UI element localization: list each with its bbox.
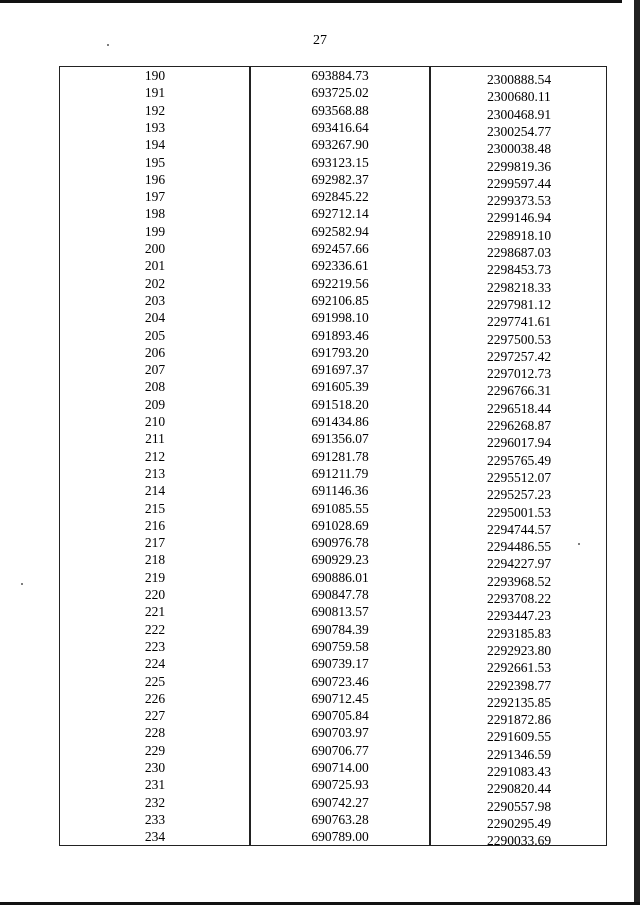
table-row [60,690,606,710]
table-row [60,500,606,520]
y-coordinate-cell: 2296766.31 [486,383,552,399]
table-row [60,205,606,226]
table-row [60,673,606,693]
scan-speck [21,583,23,585]
point-number-cell: 218 [144,552,166,568]
y-coordinate-cell: 2296017.94 [486,435,552,451]
x-coordinate-cell: 690705.84 [311,708,369,724]
table-row [60,742,606,762]
table-row [60,603,606,624]
table-row [60,811,606,831]
point-number-cell: 199 [144,223,166,239]
point-number-cell: 198 [144,206,166,222]
y-coordinate-cell: 2294744.57 [486,521,552,537]
point-number-cell: 234 [144,829,166,845]
x-coordinate-cell: 692457.66 [311,241,369,256]
x-coordinate-cell: 690789.00 [311,829,369,845]
x-coordinate-cell: 692582.94 [311,223,369,239]
table-row [60,223,606,243]
scan-edge-top [0,0,622,3]
y-coordinate-cell: 2300468.91 [486,106,552,122]
point-number-cell: 194 [144,137,166,153]
point-number-cell: 231 [144,777,166,793]
y-coordinate-cell: 2299373.53 [486,193,552,209]
y-coordinate-cell: 2299146.94 [486,210,552,226]
point-number-cell: 207 [144,362,166,378]
table-row [60,102,606,122]
point-number-cell: 196 [144,171,166,187]
y-coordinate-cell: 2298453.73 [486,262,552,278]
point-number-cell: 202 [144,275,166,291]
table-row [60,188,606,209]
y-coordinate-cell: 2299597.44 [486,175,552,191]
point-number-cell: 220 [144,587,166,602]
point-number-cell: 228 [144,725,166,741]
point-number-cell: 206 [144,344,166,360]
x-coordinate-cell: 692219.56 [311,275,369,291]
table-row [60,448,606,468]
table-row [60,292,606,312]
point-number-cell: 191 [144,85,166,101]
table-row [60,378,606,399]
point-number-cell: 217 [144,535,166,551]
x-coordinate-cell: 690976.78 [311,535,369,551]
table-row [60,759,606,779]
point-number-cell: 226 [144,690,166,706]
x-coordinate-cell: 690759.58 [311,638,369,654]
x-coordinate-cell: 693267.90 [311,137,369,153]
x-coordinate-cell: 691085.55 [311,500,369,516]
table-row [60,327,606,347]
x-coordinate-cell: 692336.61 [311,258,369,274]
point-number-cell: 214 [144,483,166,499]
table-row [60,257,606,278]
x-coordinate-cell: 690886.01 [311,569,369,585]
x-coordinate-cell: 690714.00 [311,760,369,775]
table-row [60,275,606,295]
table-row [60,396,606,416]
table-row [60,638,606,658]
y-coordinate-cell: 2300038.48 [486,141,552,157]
x-coordinate-cell: 693416.64 [311,119,369,135]
y-coordinate-cell: 2292135.85 [486,694,552,710]
y-coordinate-cell: 2292923.80 [486,642,552,658]
x-coordinate-cell: 691146.36 [311,483,369,499]
point-number-cell: 219 [144,569,166,585]
y-coordinate-cell: 2292661.53 [486,660,552,676]
point-number-cell: 213 [144,465,166,481]
y-coordinate-cell: 2290557.98 [486,798,552,814]
point-number-cell: 216 [144,517,166,533]
y-coordinate-cell: 2290033.69 [486,833,552,849]
y-coordinate-cell: 2300680.11 [487,89,551,105]
x-coordinate-cell: 690929.23 [311,552,369,568]
x-coordinate-cell: 691028.69 [311,517,369,533]
point-number-cell: 200 [144,241,166,256]
x-coordinate-cell: 691281.78 [311,448,369,464]
y-coordinate-cell: 2293185.83 [486,625,552,641]
page-number: 27 [313,33,327,48]
x-coordinate-cell: 690725.93 [311,777,369,793]
point-number-cell: 201 [144,258,166,274]
y-coordinate-cell: 2293708.22 [486,591,552,606]
y-coordinate-cell: 2300888.54 [486,72,552,87]
point-number-cell: 225 [144,673,166,689]
table-row [60,707,606,728]
point-number-cell: 227 [144,708,166,724]
point-number-cell: 223 [144,638,166,654]
y-coordinate-cell: 2295001.53 [486,504,552,520]
x-coordinate-cell: 693725.02 [311,85,369,101]
y-coordinate-cell: 2292398.77 [486,677,552,693]
point-number-cell: 205 [144,327,166,343]
point-number-cell: 221 [144,604,166,620]
table-row [60,551,606,572]
point-number-cell: 209 [144,396,166,412]
x-coordinate-cell: 691697.37 [311,362,369,378]
table-row [60,586,606,606]
y-coordinate-cell: 2290820.44 [486,781,552,797]
point-number-cell: 197 [144,189,166,205]
table-row [60,569,606,589]
y-coordinate-cell: 2293447.23 [486,608,552,624]
x-coordinate-cell: 690763.28 [311,811,369,827]
y-coordinate-cell: 2294227.97 [486,556,552,572]
point-number-cell: 204 [144,310,166,326]
y-coordinate-cell: 2295765.49 [486,452,552,468]
point-number-cell: 208 [144,379,166,395]
table-row [60,154,606,174]
table-row [60,136,606,157]
y-coordinate-cell: 2299819.36 [486,158,552,174]
y-coordinate-cell: 2291609.55 [486,729,552,745]
point-number-cell: 192 [144,102,166,118]
x-coordinate-cell: 690742.27 [311,794,369,810]
x-coordinate-cell: 690712.45 [311,690,369,706]
y-coordinate-cell: 2298687.03 [486,245,552,260]
table-row [60,344,606,364]
table-row [60,413,606,433]
x-coordinate-cell: 693568.88 [311,102,369,118]
table-row [60,482,606,503]
y-coordinate-cell: 2290295.49 [486,815,552,831]
y-coordinate-cell: 2295512.07 [486,469,552,485]
x-coordinate-cell: 691211.79 [311,465,369,481]
x-coordinate-cell: 690813.57 [311,604,369,620]
x-coordinate-cell: 691793.20 [311,344,369,360]
coordinate-table [59,66,607,849]
y-coordinate-cell: 2291346.59 [486,746,552,762]
point-number-cell: 229 [144,742,166,758]
table-row [60,534,606,555]
point-number-cell: 193 [144,119,166,135]
table-row [60,67,606,87]
y-coordinate-cell: 2296518.44 [486,400,552,416]
y-coordinate-cell: 2300254.77 [486,123,552,139]
y-coordinate-cell: 2298218.33 [486,279,552,295]
table-row [60,84,606,105]
y-coordinate-cell: 2297012.73 [486,366,552,382]
x-coordinate-cell: 690784.39 [311,621,369,637]
point-number-cell: 224 [144,656,166,672]
point-number-cell: 203 [144,292,166,308]
x-coordinate-cell: 690703.97 [311,725,369,741]
x-coordinate-cell: 693123.15 [311,154,369,170]
point-number-cell: 232 [144,794,166,810]
point-number-cell: 230 [144,760,166,775]
table-row [60,119,606,139]
point-number-cell: 233 [144,811,166,827]
x-coordinate-cell: 693884.73 [311,68,369,83]
table-row [60,794,606,814]
point-number-cell: 211 [145,431,165,447]
table-row [60,309,606,330]
x-coordinate-cell: 691356.07 [311,431,369,447]
x-coordinate-cell: 692982.37 [311,171,369,187]
table-row [60,828,606,849]
y-coordinate-cell: 2291872.86 [486,712,552,728]
table-row [60,361,606,382]
x-coordinate-cell: 692712.14 [311,206,369,222]
y-coordinate-cell: 2294486.55 [486,539,552,555]
x-coordinate-cell: 690739.17 [311,656,369,672]
x-coordinate-cell: 691605.39 [311,379,369,395]
y-coordinate-cell: 2297257.42 [486,348,552,364]
x-coordinate-cell: 691518.20 [311,396,369,412]
x-coordinate-cell: 690706.77 [311,742,369,758]
y-coordinate-cell: 2297500.53 [486,331,552,347]
table-row [60,655,606,676]
table-row [60,171,606,191]
point-number-cell: 222 [144,621,166,637]
point-number-cell: 210 [144,414,166,429]
x-coordinate-cell: 690723.46 [311,673,369,689]
table-row [60,465,606,485]
x-coordinate-cell: 691998.10 [311,310,369,326]
point-number-cell: 190 [144,68,166,83]
point-number-cell: 212 [144,448,166,464]
y-coordinate-cell: 2293968.52 [486,573,552,589]
y-coordinate-cell: 2291083.43 [486,764,552,779]
x-coordinate-cell: 690847.78 [311,587,369,602]
scan-edge-right [634,0,640,905]
y-coordinate-cell: 2297981.12 [486,296,552,312]
x-coordinate-cell: 692106.85 [311,292,369,308]
x-coordinate-cell: 691893.46 [311,327,369,343]
table-row [60,430,606,451]
y-coordinate-cell: 2296268.87 [486,418,552,433]
point-number-cell: 215 [144,500,166,516]
table-row [60,621,606,641]
point-number-cell: 195 [144,154,166,170]
y-coordinate-cell: 2298918.10 [486,227,552,243]
table-row [60,724,606,745]
y-coordinate-cell: 2295257.23 [486,487,552,503]
table-row [60,776,606,797]
x-coordinate-cell: 692845.22 [311,189,369,205]
table-row [60,240,606,260]
table-row [60,517,606,537]
x-coordinate-cell: 691434.86 [311,414,369,429]
y-coordinate-cell: 2297741.61 [486,314,552,330]
